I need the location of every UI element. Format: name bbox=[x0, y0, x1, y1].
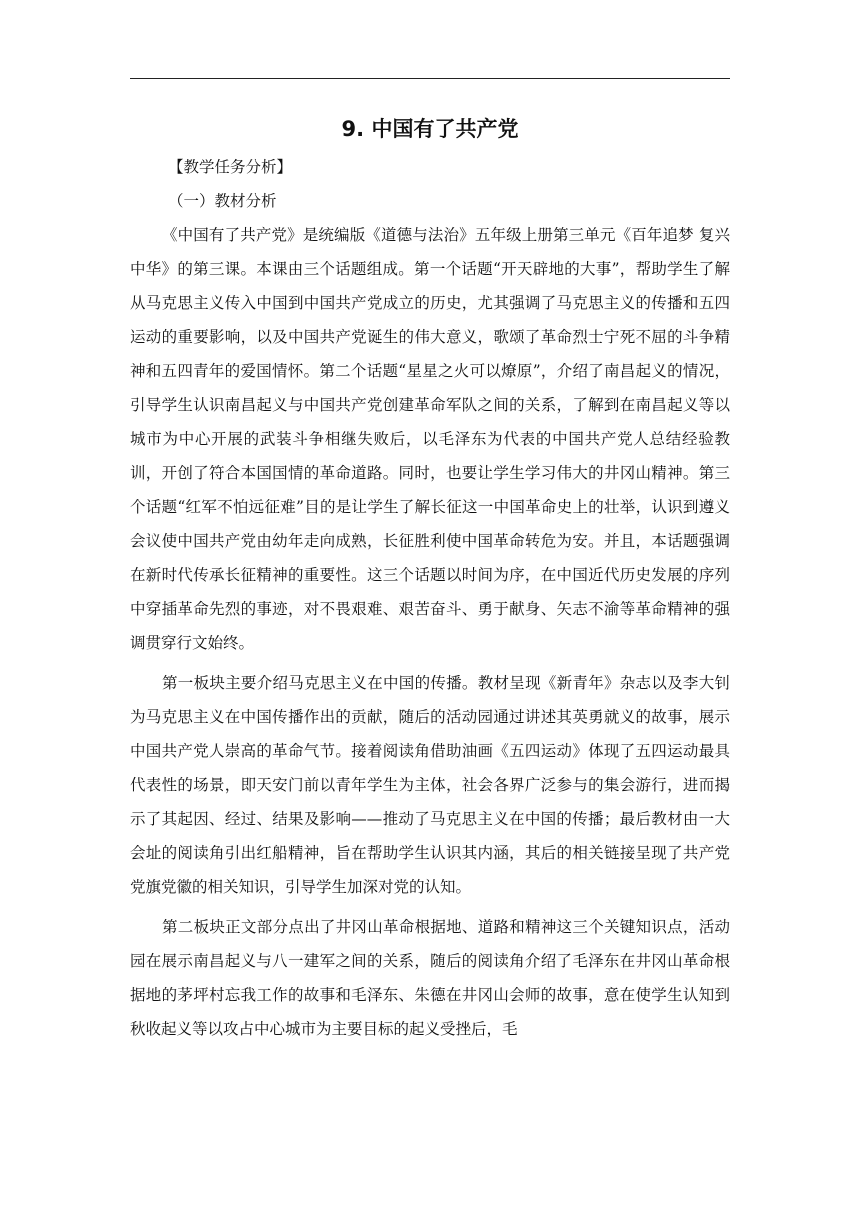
paragraph-textbook-overview: 《中国有了共产党》是统编版《道德与法治》五年级上册第三单元《百年追梦 复兴中华》的第三课。本课由三个话题组成。第一个话题“开天辟地的大事”，帮助学生了解从马克思主义传入中国到中国共产党成立的历史，尤其强调了马克思主义的传播和五四运动的重要影响，以及中国共产党诞生的伟大意义，歌颂了革命烈士宁死不屈的斗争精神和五四青年的爱国情怀。第二个话题“星星之火可以燎原”，介绍了南昌起义的情况，引导学生认识南昌起义与中国共产党创建革命军队之间的关系，了解到在南昌起义等以城市为中心开展的武装斗争相继失败后，以毛泽东为代表的中国共产党人总结经验教训，开创了符合本国国情的革命道路。同时，也要让学生学习伟大的井冈山精神。第三个话题“红军不怕远征难”目的是让学生了解长征这一中国革命史上的壮举，认识到遵义会议使中国共产党由幼年走向成熟，长征胜利使中国革命转危为安。并且，本话题强调在新时代传承长征精神的重要性。这三个话题以时间为序，在中国近代历史发展的序列中穿插革命先烈的事迹，对不畏艰难、艰苦奋斗、勇于献身、矢志不渝等革命精神的强调贯穿行文始终。 bbox=[130, 226, 730, 652]
section-heading: 【教学任务分析】 bbox=[168, 158, 293, 176]
document-body bbox=[130, 150, 730, 1052]
paragraph-block-two: 第二板块正文部分点出了井冈山革命根据地、道路和精神这三个关键知识点，活动园在展示南昌起义与八一建军之间的关系，随后的阅读角介绍了毛泽东在井冈山革命根据地的茅坪村忘我工作的故事和毛泽东、朱德在井冈山会师的故事，意在使学生认知到秋收起义等以攻占中心城市为主要目标的起义受挫后，毛 bbox=[130, 918, 730, 1038]
header-rule bbox=[130, 78, 730, 79]
document-title: 9. 中国有了共产党 bbox=[341, 117, 519, 141]
paragraph-block-one: 第一板块主要介绍马克思主义在中国的传播。教材呈现《新青年》杂志以及李大钊为马克思主义在中国传播作出的贡献，随后的活动园通过讲述其英勇就义的故事，展示中国共产党人崇高的革命气节。接着阅读角借助油画《五四运动》体现了五四运动最具代表性的场景，即天安门前以青年学生为主体，社会各界广泛参与的集会游行，进而揭示了其起因、经过、结果及影响——推动了马克思主义在中国的传播；最后教材由一大会址的阅读角引出红船精神，旨在帮助学生认识其内涵，其后的相关链接呈现了共产党党旗党徽的相关知识，引导学生加深对党的认知。 bbox=[130, 674, 730, 896]
subsection-heading: （一）教材分析 bbox=[168, 192, 277, 210]
